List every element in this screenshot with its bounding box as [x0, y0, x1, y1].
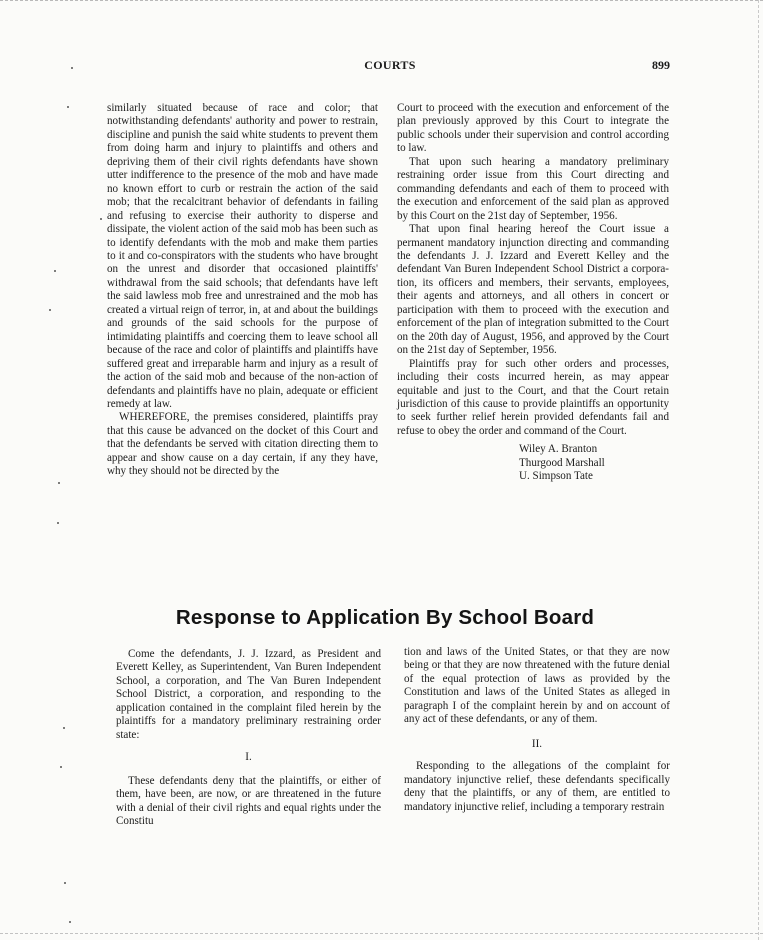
scan-speck [58, 482, 60, 484]
top-left-column [107, 102, 378, 479]
section-one-paragraph: These defendants deny that the plaintiffs, or either of them, have been, are now, or are threatened in the future with a denial of their civil rights and equal rights under the Constitu [116, 774, 381, 827]
page-number: 899 [652, 58, 670, 72]
scan-speck [71, 67, 73, 69]
preliminary-order-paragraph: That upon such hearing a mandatory preliminary restraining order issue from this Court directing and commanding defendants and each of them to proceed with the execution and enforcement of the said plan as approved by this Court on the 21st day of September, 1956. [397, 155, 669, 222]
section-two-label: II. [531, 737, 543, 750]
scan-speck [69, 921, 71, 923]
section-one-label: I. [245, 751, 252, 764]
section-two-paragraph: Responding to the allegations of the complaint for mandatory injunctive relief, these defendants specifically deny that the plaintiffs, or any of them, are entitled to mandatory injunctive relief, including a temporary restrain [404, 760, 670, 813]
signatory-name: Thurgood Marshall [519, 456, 605, 469]
complaint-paragraph: similarly situated because of race and color; that notwithstanding defendants' authority and power to restrain, discipline and punish the said white students to prevent them from doing harm and injury to plaintiffs and others and depriving them of their civil rights defendants have shown utter indifference to the presence of the mob and have made no known effort to curb or restrain the action of the said mob; that the recalcitrant behavior of defendants in failing and refusing to exercise their authority to disperse and dissipate, the violent action of the said mob has been such as to identify defendants with the mob and make them parties to it and co-conspirators with the students who have brought on the unrest and disorder that occasioned plaintiffs' withdrawal from the said schools; that defendants have left the said lawless mob free and unrestrained and the mob has created a virtual reign of terror, in, at and about the buildings and grounds of the said schools for the purpose of intimidating plaintiffs and coercing them to leave school all because of the race and color of plaintiffs and plaintiffs have suffered great and irreparable harm and injury as a result of the action of the said mob and because of the non-action of defendants and plaintiffs have no plain, adequate or efficient remedy at law. [107, 102, 378, 410]
scan-speck [64, 882, 66, 884]
bottom-right-column [404, 646, 670, 814]
signature-block [397, 443, 669, 483]
running-head: COURTS [364, 58, 416, 72]
page-top-edge [0, 0, 763, 7]
final-hearing-paragraph: That upon final hearing hereof the Court issue a permanent mandatory injunction directing and commanding the defendants J. J. Izzard and Everett Kelley and the defendant Van Buren Independent School District a corporation, its officers and members, their servants, employees, their agents and attorneys, and all others in concert or participation with them to proceed with the execution and enforcement of the plan of integration submitted to the Court on the 20th day of August, 1956, and approved by the Court on the 21st day of September, 1956. [397, 223, 669, 357]
scan-speck [67, 106, 69, 108]
response-intro-paragraph: Come the defendants, J. J. Izzard, as President and Everett Kelley, as Superintendent, Van Buren Independent School, a corporation, and The Van Buren Independent School District, a corporation, and responding to the application contained in the complaint filed herein by the plaintiffs for a mandatory preliminary restraining order state: [116, 648, 381, 741]
signatory-name: Wiley A. Branton [519, 443, 598, 456]
scan-speck [57, 522, 59, 524]
scan-speck [63, 727, 65, 729]
scan-speck [54, 270, 56, 272]
continued-paragraph: tion and laws of the United States, or that they are now being or that they are now threatened with the future denial of the equal protection of laws as provided by the Constitution and laws of the United States as alleged in paragraph I of the complaint herein by and on account of any act of these defendants, or any of them. [404, 646, 670, 726]
prayer-paragraph: Plaintiffs pray for such other orders and processes, including their costs incurred herein, as may appear equitable and just to the Court, and that the Court retain jurisdiction of this cause to provide plaintiffs an opportunity to seek further relief herein provided defendants fail and refuse to obey the order and command of the Court. [397, 357, 669, 437]
wherefore-paragraph: WHEREFORE, the premises considered, plaintiffs pray that this cause be advanced on the docket of this Court and that the defendants be served with citation directing them to appear and show cause on a day certain, if any they have, why they should not be directed by the [107, 411, 378, 478]
section-heading: Response to Application By School Board [175, 606, 595, 629]
scan-speck [60, 766, 62, 768]
page-bottom-edge [0, 933, 763, 938]
scan-speck [100, 218, 102, 220]
bottom-left-column [116, 648, 381, 828]
court-paragraph: Court to proceed with the execution and enforcement of the plan previously approved by this Court to integrate the public schools under their supervision and control according to law. [397, 102, 669, 155]
top-right-column [397, 102, 669, 484]
signatory-name: U. Simpson Tate [519, 470, 593, 483]
scan-speck [49, 309, 51, 311]
page-right-edge [758, 0, 761, 940]
